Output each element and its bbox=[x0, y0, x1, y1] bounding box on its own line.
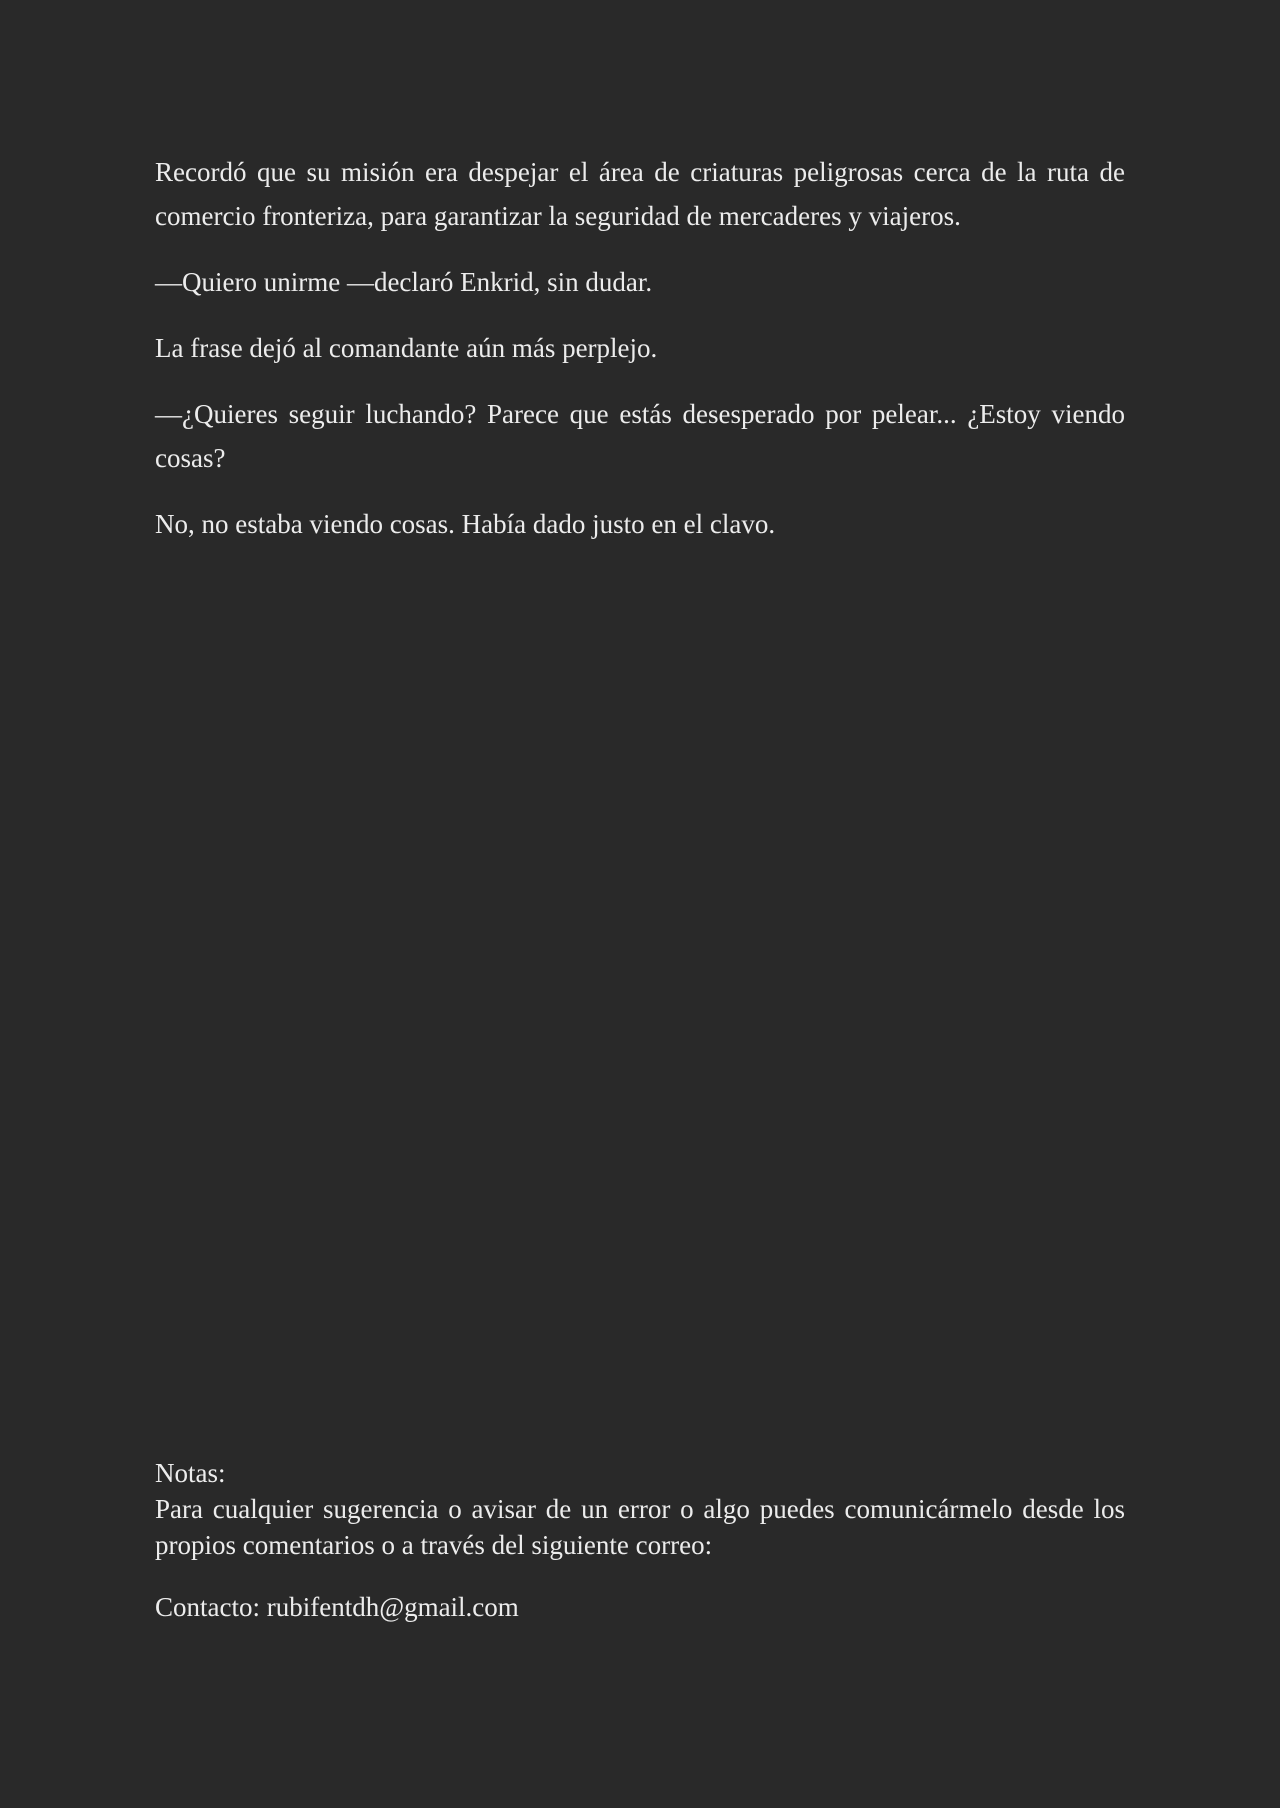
paragraph: —Quiero unirme —declaró Enkrid, sin dudar. bbox=[155, 267, 653, 297]
translator-notes bbox=[155, 1455, 1125, 1625]
paragraph: No, no estaba viendo cosas. Había dado justo en el clavo. bbox=[155, 509, 776, 539]
notes-text: Para cualquier sugerencia o avisar de un error o algo puedes comunicármelo desde los propios comentarios o a través del siguiente correo: bbox=[155, 1494, 1125, 1560]
paragraph: La frase dejó al comandante aún más perplejo. bbox=[155, 333, 658, 363]
notes-label: Notas: bbox=[155, 1458, 226, 1488]
contact-email: Contacto: rubifentdh@gmail.com bbox=[155, 1592, 519, 1622]
paragraph: —¿Quieres seguir luchando? Parece que estás desesperado por pelear... ¿Estoy viendo cosas? bbox=[155, 399, 1125, 473]
paragraph: Recordó que su misión era despejar el área de criaturas peligrosas cerca de la ruta de comercio fronteriza, para garantizar la seguridad de mercaderes y viajeros. bbox=[155, 157, 1125, 231]
chapter-body bbox=[155, 150, 1125, 568]
